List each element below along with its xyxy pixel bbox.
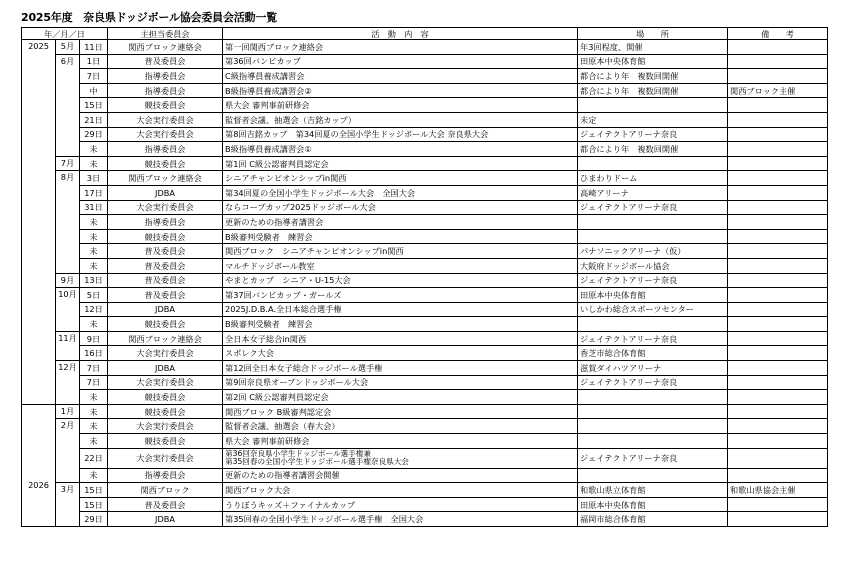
table-row — [22, 54, 828, 69]
note-cell — [728, 258, 828, 273]
note-cell — [728, 302, 828, 317]
committee-cell: 大会実行委員会 — [108, 127, 223, 142]
note-cell — [728, 288, 828, 303]
day-cell: 未 — [80, 317, 108, 332]
content-cell: 第9回奈良県オープンドッジボール大会 — [223, 375, 578, 390]
note-cell — [728, 171, 828, 186]
committee-cell: 競技委員会 — [108, 434, 223, 449]
month-cell: 1月 — [56, 404, 80, 419]
committee-cell: 指導委員会 — [108, 142, 223, 157]
table-row — [22, 497, 828, 512]
day-cell: 16日 — [80, 346, 108, 361]
day-cell: 13日 — [80, 273, 108, 288]
committee-cell: 関西ブロック連絡会 — [108, 331, 223, 346]
place-cell: ジェイテクトアリーナ奈良 — [578, 273, 728, 288]
day-cell: 未 — [80, 404, 108, 419]
content-cell: 監督者会議、抽選会（春大会） — [223, 419, 578, 434]
place-cell — [578, 317, 728, 332]
day-cell: 11日 — [80, 40, 108, 55]
month-cell: 11月 — [56, 331, 80, 360]
table-row — [22, 361, 828, 376]
note-cell: 関西ブロック主催 — [728, 83, 828, 98]
content-cell: 2025J.D.B.A.全日本総合選手権 — [223, 302, 578, 317]
place-cell: ひまわりドーム — [578, 171, 728, 186]
place-cell: 未定 — [578, 112, 728, 127]
committee-cell: 普及委員会 — [108, 288, 223, 303]
table-row — [22, 98, 828, 113]
note-cell — [728, 317, 828, 332]
day-cell: 未 — [80, 244, 108, 259]
content-cell: スポレク大会 — [223, 346, 578, 361]
month-cell: 5月 — [56, 40, 80, 55]
document-title: 2025年度 奈良県ドッジボール協会委員会活動一覧 — [21, 11, 277, 24]
place-cell: 都合により年 複数回開催 — [578, 69, 728, 84]
table-row — [22, 302, 828, 317]
content-cell: B級指導員養成講習会② — [223, 83, 578, 98]
table-row — [22, 142, 828, 157]
note-cell — [728, 419, 828, 434]
committee-cell: 関西ブロック — [108, 483, 223, 498]
note-cell — [728, 244, 828, 259]
month-cell: 6月 — [56, 54, 80, 156]
content-cell: ならコープカップ2025ドッジボール大会 — [223, 200, 578, 215]
place-cell — [578, 434, 728, 449]
content-cell: やまとカップ シニア・U-15大会 — [223, 273, 578, 288]
table-row — [22, 288, 828, 303]
note-cell — [728, 273, 828, 288]
place-cell — [578, 390, 728, 405]
note-cell — [728, 331, 828, 346]
day-cell: 1日 — [80, 54, 108, 69]
committee-cell: 普及委員会 — [108, 273, 223, 288]
committee-cell: 普及委員会 — [108, 258, 223, 273]
day-cell: 7日 — [80, 361, 108, 376]
table-row — [22, 448, 828, 468]
content-line-1: 第36回奈良県小学生ドッジボール選手権兼 — [225, 448, 371, 458]
committee-cell: 指導委員会 — [108, 215, 223, 230]
place-cell: いしかわ総合スポーツセンター — [578, 302, 728, 317]
content-cell: 第35回春の全国小学生ドッジボール選手権 全国大会 — [223, 512, 578, 527]
content-cell: B級審判受験者 練習会 — [223, 229, 578, 244]
committee-cell: 競技委員会 — [108, 156, 223, 171]
day-cell: 9日 — [80, 331, 108, 346]
place-cell — [578, 419, 728, 434]
table-row — [22, 40, 828, 55]
note-cell — [728, 448, 828, 468]
committee-cell: 大会実行委員会 — [108, 200, 223, 215]
table-row — [22, 317, 828, 332]
committee-cell: 競技委員会 — [108, 404, 223, 419]
table-row — [22, 434, 828, 449]
content-cell: 県大会 審判事前研修会 — [223, 98, 578, 113]
day-cell: 未 — [80, 419, 108, 434]
committee-cell: 大会実行委員会 — [108, 346, 223, 361]
place-cell — [578, 468, 728, 483]
day-cell: 29日 — [80, 127, 108, 142]
content-cell: 第1回 C級公認審判員認定会 — [223, 156, 578, 171]
note-cell — [728, 40, 828, 55]
schedule-body — [22, 40, 828, 527]
place-cell: 都合により年 複数回開催 — [578, 142, 728, 157]
month-cell: 3月 — [56, 483, 80, 527]
place-cell: 田原本中央体育館 — [578, 288, 728, 303]
day-cell: 中 — [80, 83, 108, 98]
day-cell: 5日 — [80, 288, 108, 303]
table-row — [22, 404, 828, 419]
place-cell: 高崎アリーナ — [578, 185, 728, 200]
content-cell: 関西ブロック B級審判認定会 — [223, 404, 578, 419]
content-cell: マルチドッジボール教室 — [223, 258, 578, 273]
day-cell: 未 — [80, 215, 108, 230]
place-cell — [578, 98, 728, 113]
content-cell: 第37回バンビカップ・ガールズ — [223, 288, 578, 303]
content-cell: 第34回夏の全国小学生ドッジボール大会 全国大会 — [223, 185, 578, 200]
committee-cell: 競技委員会 — [108, 390, 223, 405]
content-cell: 第2回 C級公認審判員認定会 — [223, 390, 578, 405]
day-cell: 未 — [80, 390, 108, 405]
committee-cell: 大会実行委員会 — [108, 448, 223, 468]
content-cell: 更新のための指導者講習会開催 — [223, 468, 578, 483]
table-row — [22, 468, 828, 483]
day-cell: 未 — [80, 156, 108, 171]
month-cell: 12月 — [56, 361, 80, 405]
place-cell: 福岡市総合体育館 — [578, 512, 728, 527]
place-cell: 年3回程度、開催 — [578, 40, 728, 55]
note-cell — [728, 390, 828, 405]
content-line-2: 第35回春の全国小学生ドッジボール選手権奈良県大会 — [225, 457, 409, 467]
committee-cell: 指導委員会 — [108, 69, 223, 84]
place-cell — [578, 215, 728, 230]
committee-cell: 競技委員会 — [108, 317, 223, 332]
place-cell — [578, 229, 728, 244]
committee-cell: 普及委員会 — [108, 54, 223, 69]
content-cell — [223, 448, 578, 468]
table-row — [22, 83, 828, 98]
committee-cell: 普及委員会 — [108, 497, 223, 512]
content-cell: 更新のための指導者講習会 — [223, 215, 578, 230]
note-cell — [728, 404, 828, 419]
day-cell: 15日 — [80, 98, 108, 113]
day-cell: 未 — [80, 258, 108, 273]
month-cell: 7月 — [56, 156, 80, 171]
committee-cell: 普及委員会 — [108, 244, 223, 259]
table-row — [22, 156, 828, 171]
note-cell — [728, 512, 828, 527]
note-cell — [728, 468, 828, 483]
table-row — [22, 171, 828, 186]
place-cell: ジェイテクトアリーナ奈良 — [578, 331, 728, 346]
table-row — [22, 258, 828, 273]
place-cell: 香芝市総合体育館 — [578, 346, 728, 361]
committee-cell: JDBA — [108, 302, 223, 317]
committee-cell: JDBA — [108, 185, 223, 200]
header-committee: 主担当委員会 — [108, 28, 223, 40]
month-cell: 2月 — [56, 419, 80, 483]
table-row — [22, 229, 828, 244]
note-cell: 和歌山県協会主催 — [728, 483, 828, 498]
table-row — [22, 112, 828, 127]
place-cell: ジェイテクトアリーナ奈良 — [578, 127, 728, 142]
table-row — [22, 390, 828, 405]
table-row — [22, 244, 828, 259]
place-cell: 都合により年 複数回開催 — [578, 83, 728, 98]
place-cell: 田原本中央体育館 — [578, 497, 728, 512]
content-cell: シニアチャンピオンシップin関西 — [223, 171, 578, 186]
content-cell: 第8回吉銘カップ 第34回夏の全国小学生ドッジボール大会 奈良県大会 — [223, 127, 578, 142]
table-row — [22, 200, 828, 215]
place-cell: ジェイテクトアリーナ奈良 — [578, 200, 728, 215]
day-cell: 未 — [80, 434, 108, 449]
header-content: 活 動 内 容 — [223, 28, 578, 40]
note-cell — [728, 127, 828, 142]
table-row — [22, 346, 828, 361]
header-place: 場 所 — [578, 28, 728, 40]
content-cell: 県大会 審判事前研修会 — [223, 434, 578, 449]
place-cell: 大阪府ドッジボール協会 — [578, 258, 728, 273]
month-cell: 10月 — [56, 288, 80, 332]
table-row — [22, 331, 828, 346]
committee-cell: 関西ブロック連絡会 — [108, 40, 223, 55]
table-row — [22, 185, 828, 200]
committee-cell: 指導委員会 — [108, 83, 223, 98]
content-cell: 関西ブロック大会 — [223, 483, 578, 498]
place-cell: 和歌山県立体育館 — [578, 483, 728, 498]
day-cell: 12日 — [80, 302, 108, 317]
committee-cell: 大会実行委員会 — [108, 112, 223, 127]
note-cell — [728, 185, 828, 200]
content-cell: 第36回バンビカップ — [223, 54, 578, 69]
day-cell: 15日 — [80, 497, 108, 512]
content-cell: 第一回関西ブロック連絡会 — [223, 40, 578, 55]
place-cell — [578, 156, 728, 171]
place-cell — [578, 404, 728, 419]
year-cell: 2025 — [22, 40, 56, 405]
note-cell — [728, 346, 828, 361]
note-cell — [728, 142, 828, 157]
note-cell — [728, 497, 828, 512]
place-cell: 田原本中央体育館 — [578, 54, 728, 69]
committee-cell: 競技委員会 — [108, 229, 223, 244]
content-cell: 監督者会議、抽選会（吉銘カップ） — [223, 112, 578, 127]
day-cell: 31日 — [80, 200, 108, 215]
day-cell: 7日 — [80, 69, 108, 84]
table-row — [22, 215, 828, 230]
day-cell: 21日 — [80, 112, 108, 127]
content-cell: B級指導員養成講習会① — [223, 142, 578, 157]
table-row — [22, 419, 828, 434]
day-cell: 22日 — [80, 448, 108, 468]
place-cell: 滋賀ダイハツアリーナ — [578, 361, 728, 376]
header-date: 年／月／日 — [22, 28, 108, 40]
committee-cell: 関西ブロック連絡会 — [108, 171, 223, 186]
note-cell — [728, 54, 828, 69]
note-cell — [728, 375, 828, 390]
day-cell: 未 — [80, 142, 108, 157]
day-cell: 未 — [80, 229, 108, 244]
day-cell: 29日 — [80, 512, 108, 527]
year-cell: 2026 — [22, 404, 56, 526]
place-cell: ジェイテクトアリーナ奈良 — [578, 448, 728, 468]
note-cell — [728, 229, 828, 244]
note-cell — [728, 215, 828, 230]
content-cell: C級指導員養成講習会 — [223, 69, 578, 84]
note-cell — [728, 98, 828, 113]
day-cell: 17日 — [80, 185, 108, 200]
month-cell: 8月 — [56, 171, 80, 273]
header-row — [22, 28, 828, 40]
day-cell: 3日 — [80, 171, 108, 186]
content-cell: 第12回全日本女子総合ドッジボール選手権 — [223, 361, 578, 376]
month-cell: 9月 — [56, 273, 80, 288]
header-note: 備 考 — [728, 28, 828, 40]
committee-cell: 競技委員会 — [108, 98, 223, 113]
committee-cell: JDBA — [108, 361, 223, 376]
day-cell: 7日 — [80, 375, 108, 390]
content-cell: 全日本女子総合in関西 — [223, 331, 578, 346]
note-cell — [728, 434, 828, 449]
table-row — [22, 483, 828, 498]
committee-cell: 指導委員会 — [108, 468, 223, 483]
content-cell: B級審判受験者 練習会 — [223, 317, 578, 332]
table-row — [22, 375, 828, 390]
note-cell — [728, 156, 828, 171]
table-row — [22, 127, 828, 142]
place-cell: パナソニックアリーナ（仮） — [578, 244, 728, 259]
note-cell — [728, 69, 828, 84]
content-cell: 関西ブロック シニアチャンピオンシップin関西 — [223, 244, 578, 259]
note-cell — [728, 200, 828, 215]
table-row — [22, 273, 828, 288]
content-cell: うりぼうキッズ＋ファイナルカップ — [223, 497, 578, 512]
place-cell: ジェイテクトアリーナ奈良 — [578, 375, 728, 390]
schedule-table — [21, 27, 828, 527]
committee-cell: JDBA — [108, 512, 223, 527]
day-cell: 15日 — [80, 483, 108, 498]
day-cell: 未 — [80, 468, 108, 483]
note-cell — [728, 112, 828, 127]
committee-cell: 大会実行委員会 — [108, 375, 223, 390]
table-row — [22, 69, 828, 84]
committee-cell: 大会実行委員会 — [108, 419, 223, 434]
table-row — [22, 512, 828, 527]
note-cell — [728, 361, 828, 376]
